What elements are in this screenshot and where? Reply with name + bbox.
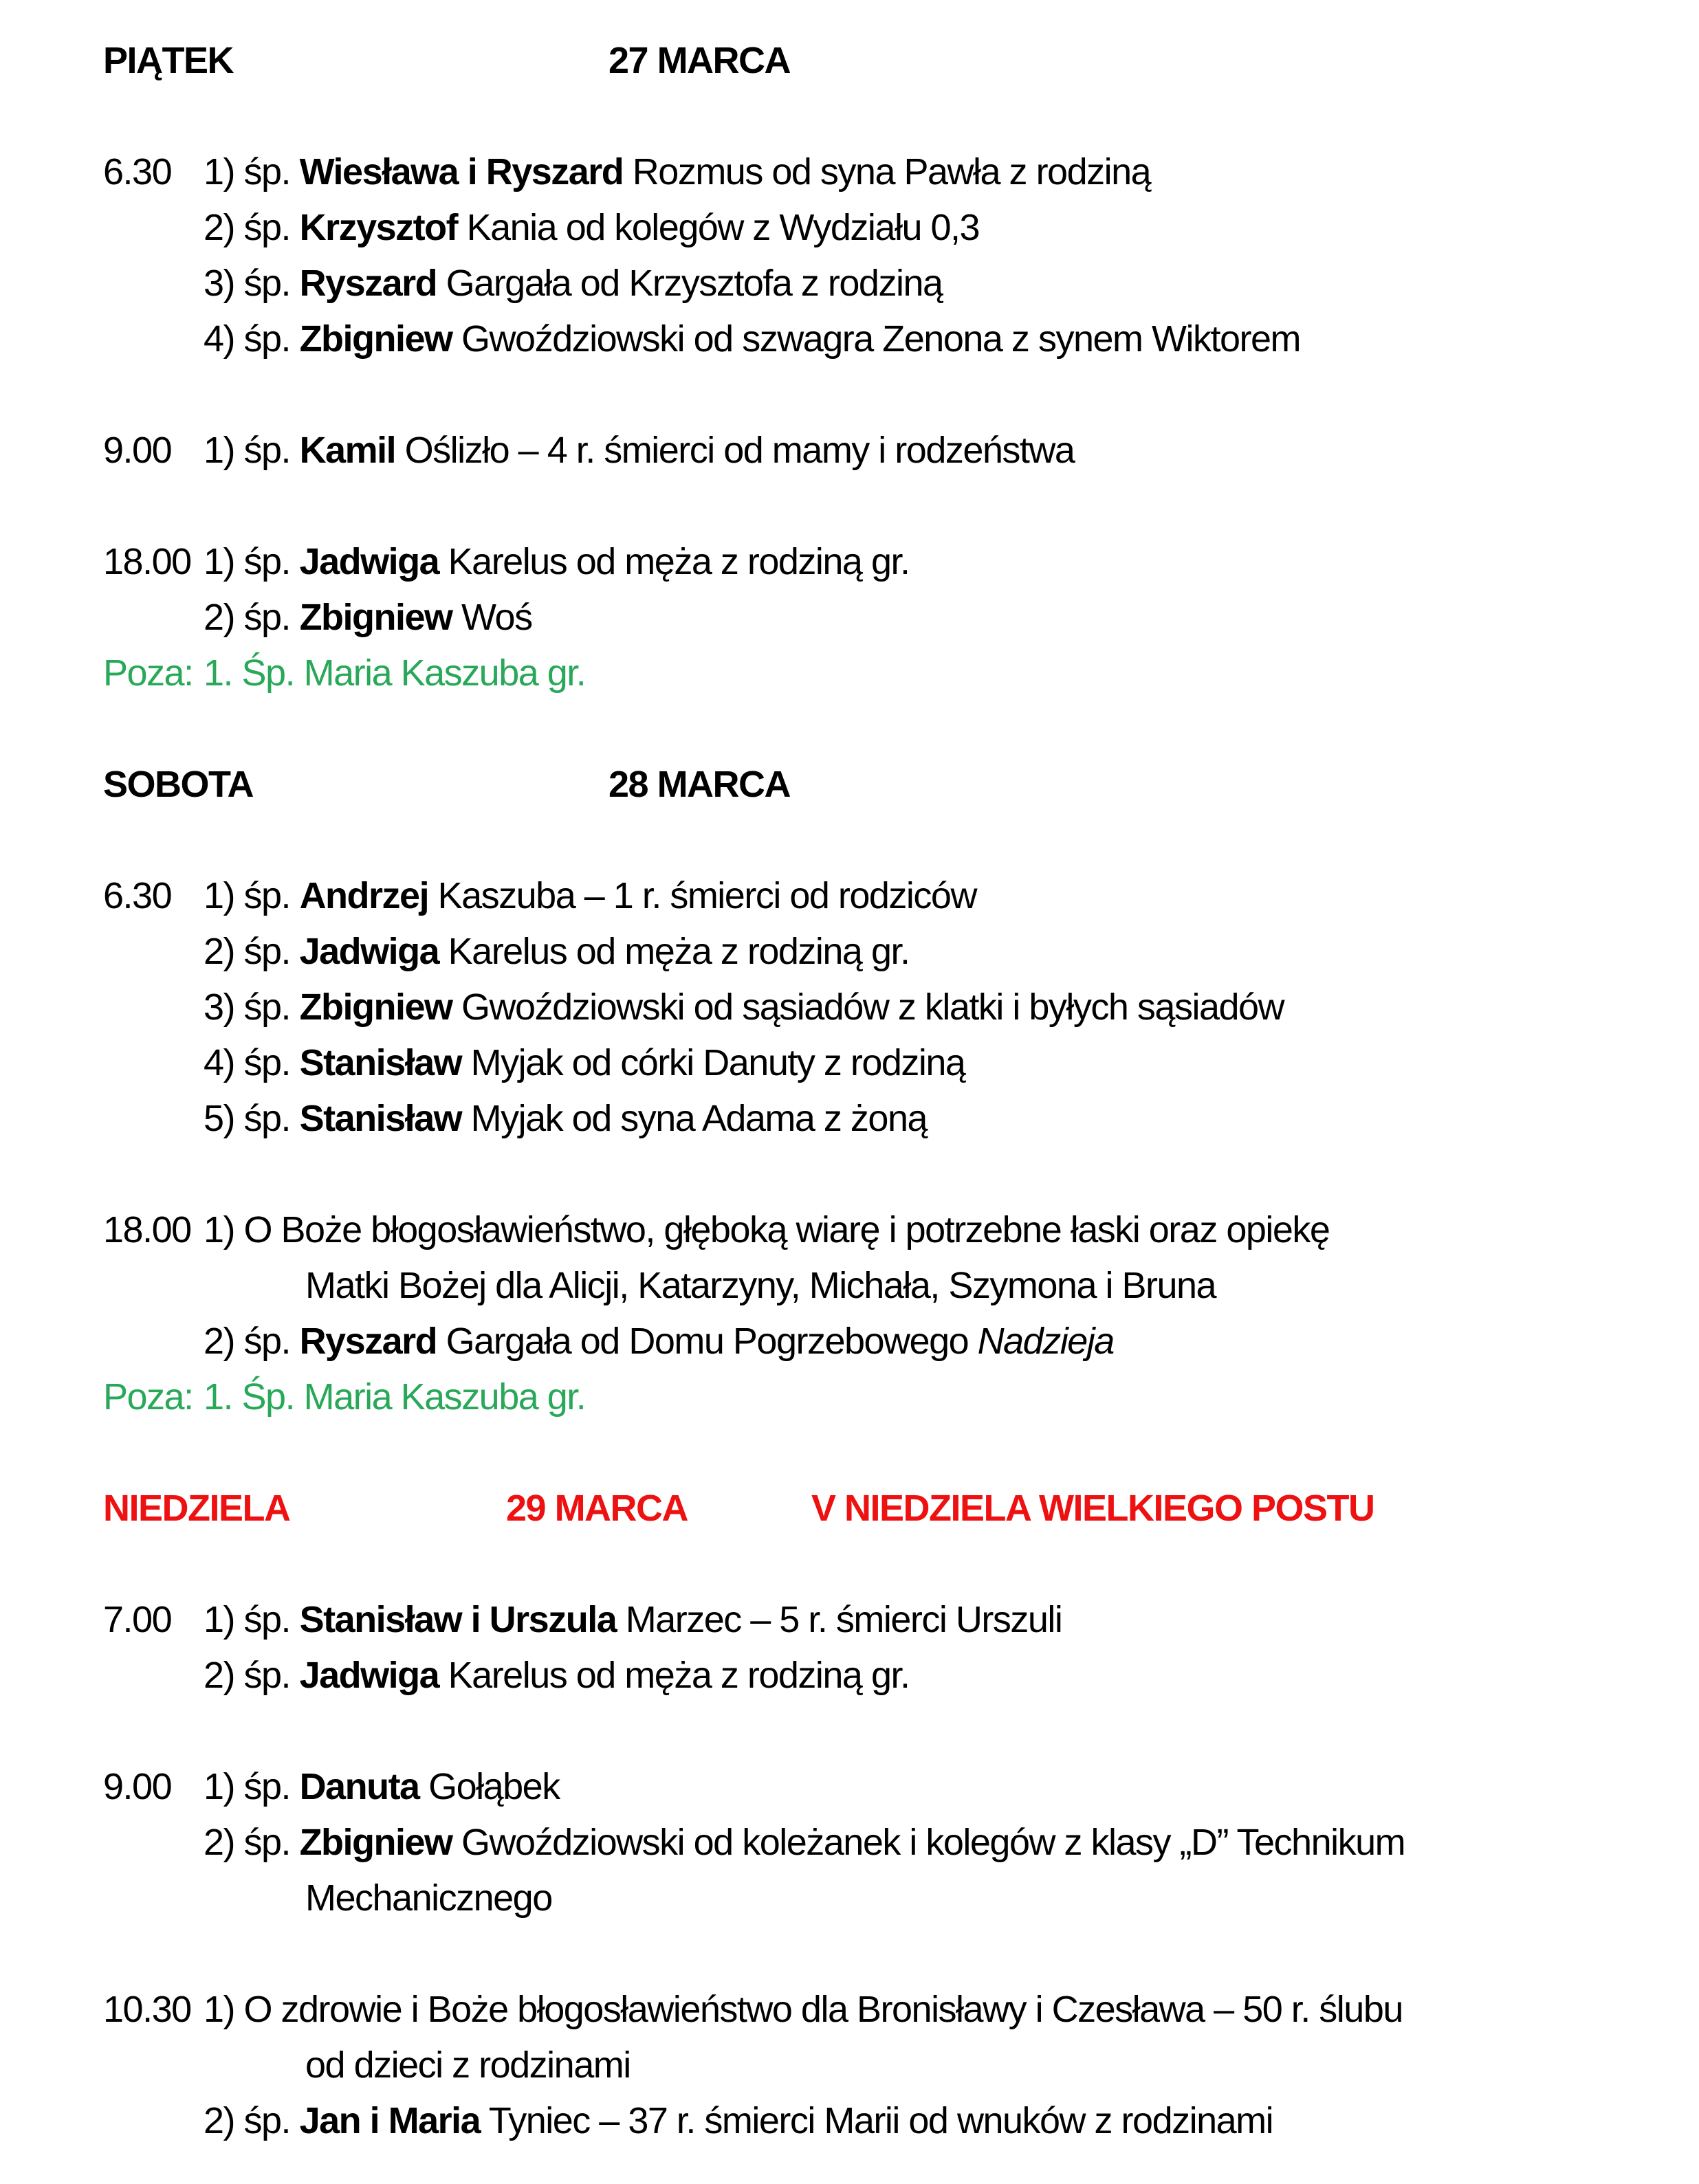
intention-text — [204, 2093, 1273, 2149]
text-segment: 4) śp. — [204, 1042, 300, 1083]
mass-block — [103, 1982, 1671, 2149]
schedule-line — [103, 590, 1671, 646]
text-segment: 3) śp. — [204, 986, 300, 1028]
text-segment: 3) śp. — [204, 263, 300, 304]
mass-block — [103, 646, 1671, 701]
day-header — [103, 33, 1671, 89]
schedule-line — [103, 1815, 1671, 1871]
text-segment: Danuta — [299, 1766, 419, 1807]
schedule-line — [103, 144, 1671, 200]
intention-text — [204, 868, 976, 924]
text-segment: 1. Śp. Maria Kaszuba gr. — [204, 1376, 586, 1418]
text-segment: Zbigniew — [299, 318, 452, 360]
text-segment: 1) śp. — [204, 541, 300, 582]
schedule-line — [103, 256, 1671, 311]
text-segment: 1) śp. — [204, 1766, 300, 1807]
text-segment: Andrzej — [299, 875, 429, 916]
text-segment: Matki Bożej dla Alicji, Katarzyny, Michała, Szymona i Bruna — [305, 1265, 1216, 1306]
schedule-line — [103, 868, 1671, 924]
mass-block — [103, 1369, 1671, 1425]
intention-text — [204, 1091, 927, 1147]
schedule-line — [103, 534, 1671, 590]
intention-text — [204, 590, 532, 646]
day-name: NIEDZIELA — [103, 1488, 290, 1529]
text-segment: 1) śp. — [204, 430, 300, 471]
text-segment: Gołąbek — [419, 1766, 560, 1807]
text-segment: 2) śp. — [204, 1321, 300, 1362]
intention-text — [204, 256, 943, 311]
text-segment: Kaszuba – 1 r. śmierci od rodziców — [428, 875, 976, 916]
day-section — [103, 757, 1671, 1425]
text-segment: Mechanicznego — [305, 1877, 552, 1919]
mass-block — [103, 144, 1671, 367]
text-segment: Wiesława i Ryszard — [299, 151, 624, 192]
text-segment: Kania od kolegów z Wydziału 0,3 — [457, 207, 980, 248]
text-segment: Myjak od córki Danuty z rodziną — [461, 1042, 965, 1083]
day-section — [103, 1481, 1671, 2149]
text-segment: Gwoździowski od koleżanek i kolegów z klasy „D” Technikum — [452, 1822, 1405, 1863]
schedule-line — [103, 2038, 1671, 2093]
schedule-line — [103, 423, 1671, 478]
text-segment: Karelus od męża z rodziną gr. — [439, 1655, 910, 1696]
text-segment: Zbigniew — [299, 1822, 452, 1863]
time-label: 18.00 — [103, 541, 191, 582]
time-label: 18.00 — [103, 1209, 191, 1250]
mass-block — [103, 534, 1671, 646]
schedule-line — [103, 2093, 1671, 2149]
time-label: 6.30 — [103, 875, 172, 916]
time-label: 9.00 — [103, 1766, 172, 1807]
header-feast: V NIEDZIELA WIELKIEGO POSTU — [811, 1488, 1374, 1529]
intention-text — [204, 1592, 1062, 1648]
text-segment: Gargała od Domu Pogrzebowego — [437, 1321, 978, 1362]
header-date: 28 MARCA — [609, 764, 791, 805]
header-date: 29 MARCA — [506, 1488, 688, 1529]
intention-text — [204, 646, 585, 701]
schedule-line — [103, 200, 1671, 256]
day-name: PIĄTEK — [103, 40, 234, 81]
schedule-line — [103, 311, 1671, 367]
text-segment: 5) śp. — [204, 1098, 300, 1139]
mass-block — [103, 868, 1671, 1147]
schedule-line — [103, 646, 1671, 701]
day-name: SOBOTA — [103, 764, 253, 805]
schedule-line — [103, 1314, 1671, 1369]
mass-block — [103, 1202, 1671, 1369]
mass-schedule — [103, 33, 1671, 2149]
mass-block — [103, 1592, 1671, 1703]
intention-text — [204, 1648, 910, 1703]
schedule-line — [103, 1202, 1671, 1258]
text-segment: 1. Śp. Maria Kaszuba gr. — [204, 652, 586, 694]
text-segment: Jadwiga — [299, 541, 439, 582]
text-segment: Zbigniew — [299, 597, 452, 638]
intention-text — [204, 1982, 1403, 2038]
time-label: Poza: — [103, 1376, 193, 1418]
day-header — [103, 757, 1671, 813]
intention-text — [204, 200, 979, 256]
schedule-line — [103, 1871, 1671, 1926]
time-label: 7.00 — [103, 1599, 172, 1640]
intention-text — [204, 311, 1300, 367]
intention-text — [204, 924, 910, 980]
text-segment: Nadzieja — [977, 1321, 1114, 1362]
schedule-line — [103, 1035, 1671, 1091]
mass-block — [103, 1759, 1671, 1926]
intention-text — [204, 2038, 631, 2093]
time-label: 9.00 — [103, 430, 172, 471]
text-segment: Ryszard — [299, 1321, 437, 1362]
schedule-line — [103, 1592, 1671, 1648]
text-segment: Myjak od syna Adama z żoną — [461, 1098, 928, 1139]
mass-block — [103, 423, 1671, 478]
text-segment: 1) śp. — [204, 151, 300, 192]
day-section — [103, 33, 1671, 701]
text-segment: Stanisław — [299, 1098, 462, 1139]
text-segment: 2) śp. — [204, 597, 300, 638]
text-segment: 1) śp. — [204, 1599, 300, 1640]
text-segment: 4) śp. — [204, 318, 300, 360]
text-segment: 1) O zdrowie i Boże błogosławieństwo dla Bronisławy i Czesława – 50 r. ślubu — [204, 1989, 1403, 2030]
text-segment: Zbigniew — [299, 986, 452, 1028]
header-date: 27 MARCA — [609, 40, 791, 81]
text-segment: Oślizło – 4 r. śmierci od mamy i rodzeństwa — [395, 430, 1075, 471]
text-segment: 2) śp. — [204, 1822, 300, 1863]
text-segment: Jadwiga — [299, 1655, 439, 1696]
text-segment: 1) śp. — [204, 875, 300, 916]
schedule-line — [103, 1648, 1671, 1703]
intention-text — [204, 980, 1284, 1035]
time-label: Poza: — [103, 652, 193, 694]
text-segment: Gwoździowski od sąsiadów z klatki i byłych sąsiadów — [452, 986, 1284, 1028]
schedule-line — [103, 924, 1671, 980]
text-segment: Krzysztof — [299, 207, 458, 248]
day-header — [103, 1481, 1671, 1536]
text-segment: Gwoździowski od szwagra Zenona z synem Wiktorem — [452, 318, 1300, 360]
intention-text — [204, 423, 1074, 478]
text-segment: Stanisław — [299, 1042, 462, 1083]
text-segment: Stanisław i Urszula — [299, 1599, 617, 1640]
schedule-line — [103, 1091, 1671, 1147]
text-segment: Jadwiga — [299, 931, 439, 972]
intention-text — [204, 1202, 1329, 1258]
text-segment: 2) śp. — [204, 2100, 300, 2141]
text-segment: Woś — [452, 597, 532, 638]
intention-text — [204, 1759, 560, 1815]
text-segment: Rozmus od syna Pawła z rodziną — [623, 151, 1151, 192]
text-segment: Marzec – 5 r. śmierci Urszuli — [616, 1599, 1062, 1640]
schedule-line — [103, 1982, 1671, 2038]
intention-text — [204, 1815, 1405, 1871]
schedule-line — [103, 1759, 1671, 1815]
text-segment: 2) śp. — [204, 1655, 300, 1696]
intention-text — [204, 1258, 1216, 1314]
text-segment: od dzieci z rodzinami — [305, 2044, 631, 2086]
text-segment: 2) śp. — [204, 931, 300, 972]
text-segment: Karelus od męża z rodziną gr. — [439, 541, 910, 582]
text-segment: Ryszard — [299, 263, 437, 304]
intention-text — [204, 144, 1150, 200]
intention-text — [204, 1369, 585, 1425]
schedule-line — [103, 1369, 1671, 1425]
text-segment: Kamil — [299, 430, 396, 471]
text-segment: 2) śp. — [204, 207, 300, 248]
time-label: 10.30 — [103, 1989, 191, 2030]
intention-text — [204, 1035, 965, 1091]
text-segment: Karelus od męża z rodziną gr. — [439, 931, 910, 972]
intention-text — [204, 1871, 552, 1926]
intention-text — [204, 534, 910, 590]
schedule-line — [103, 980, 1671, 1035]
schedule-line — [103, 1258, 1671, 1314]
time-label: 6.30 — [103, 151, 172, 192]
text-segment: Jan i Maria — [299, 2100, 481, 2141]
text-segment: 1) O Boże błogosławieństwo, głęboką wiarę i potrzebne łaski oraz opiekę — [204, 1209, 1330, 1250]
text-segment: Gargała od Krzysztofa z rodziną — [437, 263, 943, 304]
intention-text — [204, 1314, 1114, 1369]
text-segment: Tyniec – 37 r. śmierci Marii od wnuków z rodzinami — [480, 2100, 1273, 2141]
